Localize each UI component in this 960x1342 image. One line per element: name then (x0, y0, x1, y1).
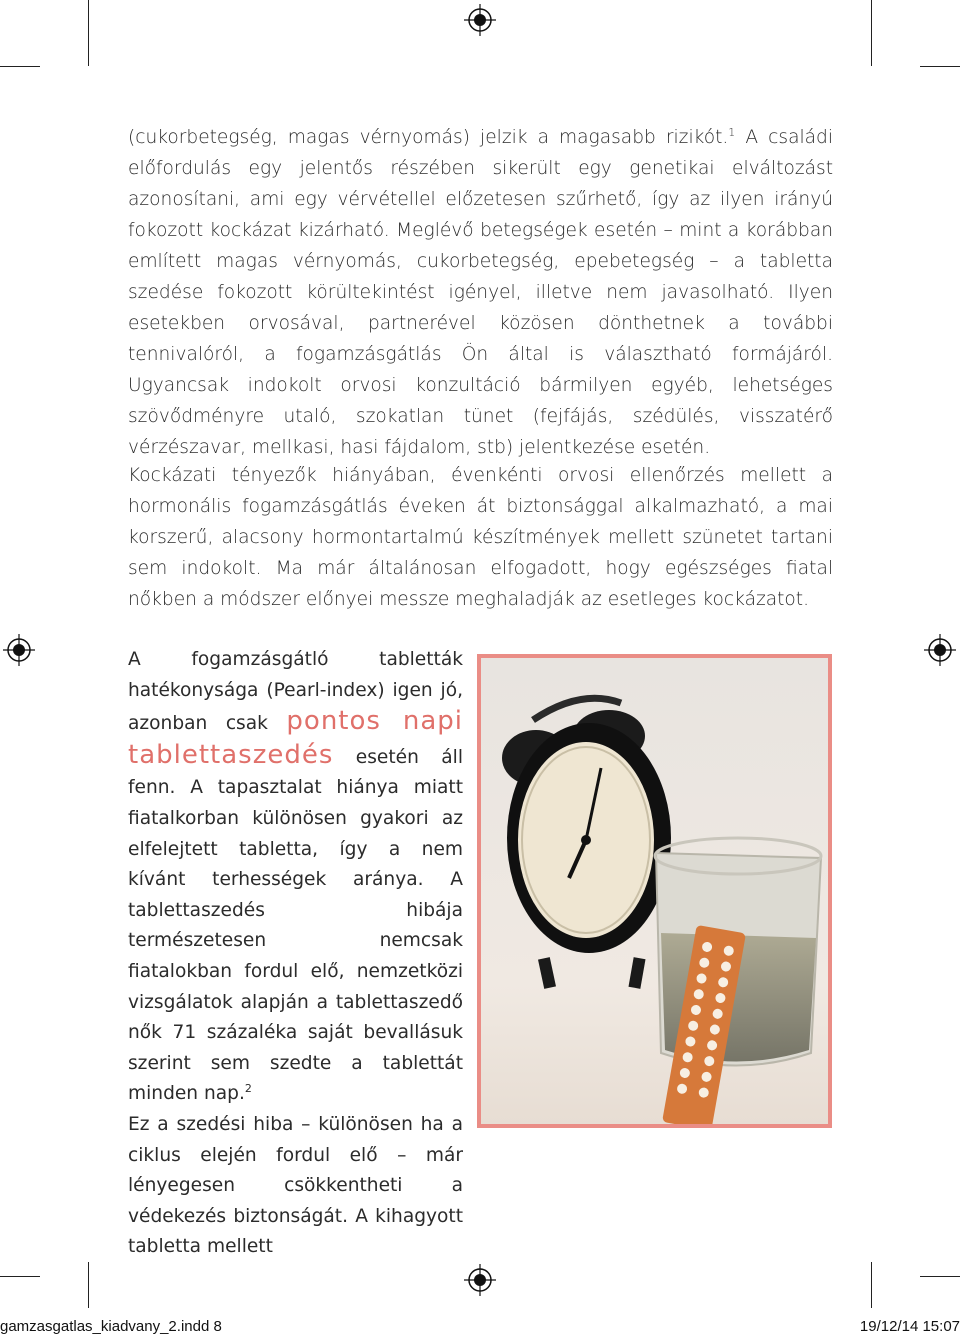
column-text: esetén áll fenn. A tapasztalat hiánya miatt fiatalkorban különösen gyakori az elfelejtett tabletta, így a nem kívánt terhességek aránya. A tablettaszedés hibája természetesen nemcsak fiatalokban fordul elő, nemzetközi vizsgálatok alapján a tablettaszedő nők 71 százaléka saját bevallásuk szerint sem szedte a tablettát minden nap. (128, 746, 463, 1105)
crop-mark-top-right (871, 0, 872, 66)
registration-mark-icon (464, 4, 496, 36)
footnote-ref: 1 (728, 125, 736, 139)
column-text: A fogamzásgátló tabletták hatékonysága (Pearl-index) igen jó, azonban csak (128, 649, 463, 735)
clock-and-glass-photo (481, 658, 828, 1124)
crop-mark-top-right-h (920, 66, 960, 67)
paragraph-text: A családi előfordulás egy jelentős részében sikerült egy genetikai elváltozást azonosítani, ami egy vérvétellel előzetesen szűrhető, így az ilyen irányú fokozott kockázat kizárható. Meglévő betegségek esetén – mint a korábban említett magas vérnyomás, cukorbetegség, epebetegség – a tabletta szedése fokozott körültekintést igényel, illetve nem javasolható. Ilyen esetekben orvosával, partnerével közösen dönthetnek a további tennivalóról, a fogamzásgátlás Ön által is választható formájáról. Ugyancsak indokolt orvosi konzultáció bármilyen egyéb, lehetséges szövődményre utaló, szokatlan tünet (fejfájás, szédülés, visszatérő vérzészavar, mellkasi, hasi fájdalom, stb) jelentkezése esetén. (128, 127, 833, 458)
crop-mark-top-left (88, 0, 89, 66)
footer-timestamp: 19/12/14 15:07 (859, 1318, 960, 1335)
registration-mark-icon (3, 634, 35, 666)
photo-frame (477, 654, 832, 1128)
registration-mark-icon (464, 1264, 496, 1296)
crop-mark-bottom-left-h (0, 1276, 40, 1277)
highlighted-phrase: pontos napi tablettaszedés (128, 706, 463, 770)
registration-mark-icon (924, 634, 956, 666)
crop-mark-top-left-h (0, 66, 40, 67)
paragraph-text: (cukorbetegség, magas vérnyomás) jelzik a magasabb rizikót. (128, 127, 729, 148)
column-text: Ez a szedési hiba – különösen ha a ciklus elején fordul elő – már lényegesen csökkentheti a védekezés biztonságát. A kihagyott tabletta mellett (128, 1113, 463, 1258)
footnote-ref: 2 (244, 1082, 252, 1096)
crop-mark-bottom-left (88, 1262, 89, 1308)
footer-file-name: gamzasgatlas_kiadvany_2.indd 8 (0, 1318, 222, 1335)
crop-mark-bottom-right (871, 1262, 872, 1308)
crop-mark-bottom-right-h (920, 1276, 960, 1277)
body-paragraph-2: Kockázati tényezők hiányában, évenkénti orvosi ellenőrzés mellett a hormonális fogamzásgátlás éveken át biztonsággal alkalmazható, a mai korszerű, alacsony hormontartalmú készítmények mellett szünetet tartani sem indokolt. Ma már általánosan elfogadott, hogy egészséges fiatal nőkben a módszer előnyei messze meghaladják az esetleges kockázatot. (128, 465, 833, 610)
body-paragraph-1 (128, 122, 833, 463)
side-column-text (128, 645, 463, 1263)
